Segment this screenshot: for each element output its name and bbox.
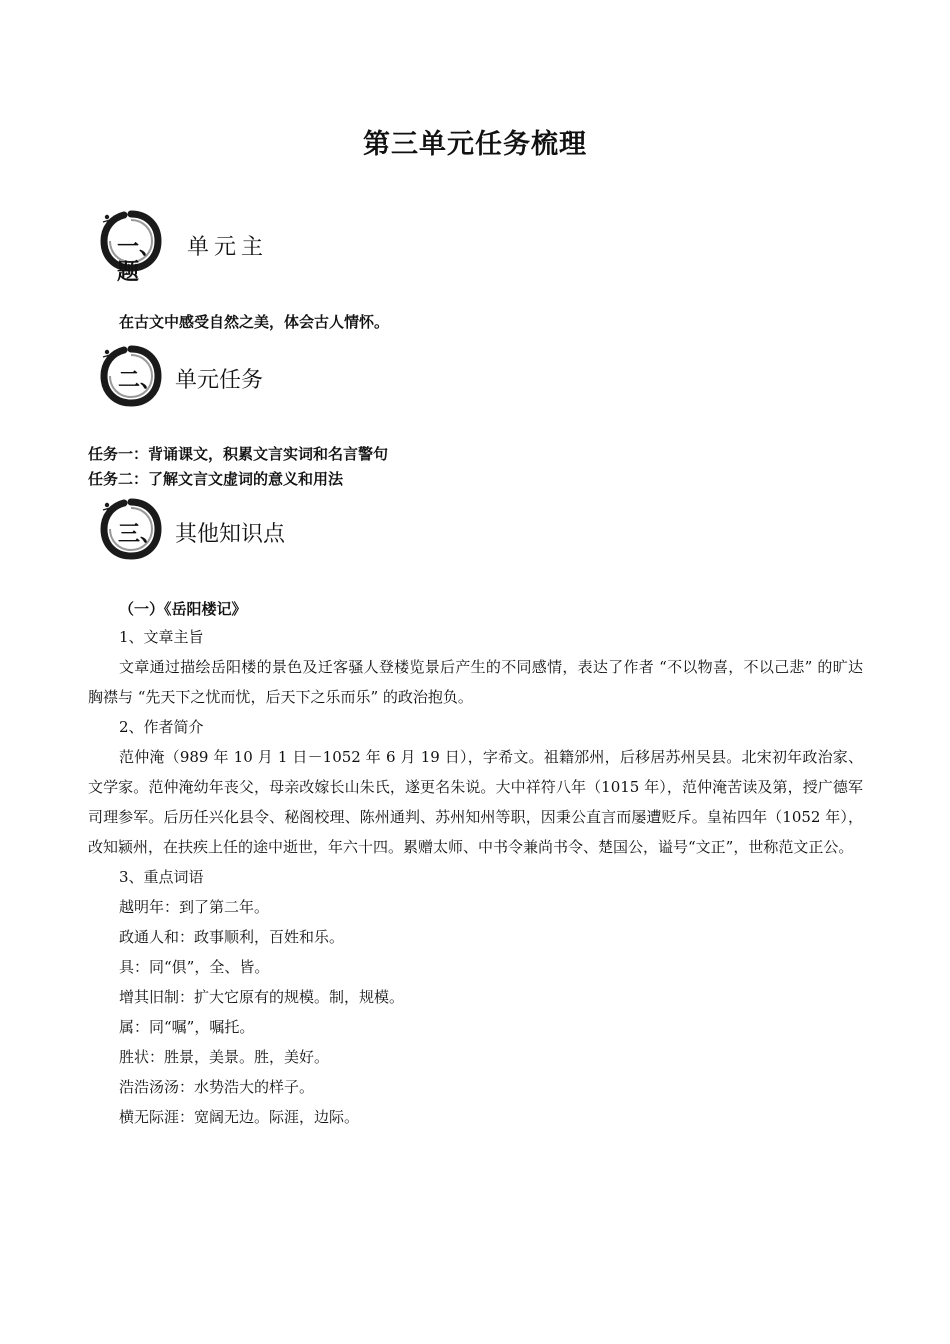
section-1-title-wrap: 题 (117, 259, 140, 285)
paragraph: 横无际涯：宽阔无边。际涯，边际。 (119, 1108, 360, 1126)
paragraph: 具：同“俱”，全、皆。 (119, 958, 270, 976)
paragraph: 属：同“嘱”，嘱托。 (119, 1018, 255, 1036)
paragraph: 越明年：到了第二年。 (119, 898, 270, 916)
paragraph: 1、文章主旨 (119, 628, 204, 646)
section-1-number: 一、 (117, 234, 162, 260)
paragraph: 2、作者简介 (119, 718, 204, 736)
section-3-number: 三、 (118, 521, 163, 547)
theme-text: 在古文中感受自然之美，体会古人情怀。 (119, 313, 390, 331)
section-3-title: 其他知识点 (175, 522, 286, 547)
paragraph: 政通人和：政事顺利，百姓和乐。 (119, 928, 345, 946)
paragraph: 增其旧制：扩大它原有的规模。制，规模。 (119, 988, 405, 1006)
task-item: 任务二：了解文言文虚词的意义和用法 (88, 470, 344, 488)
task-item: 任务一：背诵课文，积累文言实词和名言警句 (88, 445, 389, 463)
section-2-title: 单元任务 (175, 368, 264, 393)
paragraph: 胜状：胜景，美景。胜，美好。 (119, 1048, 330, 1066)
paragraph: 范仲淹（989 年 10 月 1 日－1052 年 6 月 19 日），字希文。祖籍邠州，后移居苏州吴县。北宋初年政治家、文学家。范仲淹幼年丧父，母亲改嫁长山朱氏，遂更名朱说。大中祥符八年（1015 年），范仲淹苦读及第，授广德军司理参军。后历任兴化县令、秘阁校理、陈州通判、苏州知州等职，因秉公直言而屡遭贬斥。皇祐四年（1052 年），改知颍州，在扶疾上任的途中逝世，年六十四。累赠太师、中书令兼尚书令、楚国公，谥号“文正”，世称范文正公。 (88, 748, 863, 856)
paragraph: 浩浩汤汤：水势浩大的样子。 (119, 1078, 315, 1096)
knowledge-body (88, 622, 863, 1132)
section-1-title: 单元主 (187, 235, 269, 260)
knowledge-heading: （一）《岳阳楼记》 (119, 600, 247, 618)
paragraph: 3、重点词语 (119, 868, 204, 886)
paragraph: 文章通过描绘岳阳楼的景色及迁客骚人登楼览景后产生的不同感情，表达了作者 “不以物喜，不以己悲” 的旷达胸襟与 “先天下之忧而忧，后天下之乐而乐” 的政治抱负。 (88, 658, 863, 706)
section-2-number: 二、 (118, 367, 163, 393)
page-title: 第三单元任务梳理 (363, 129, 587, 160)
